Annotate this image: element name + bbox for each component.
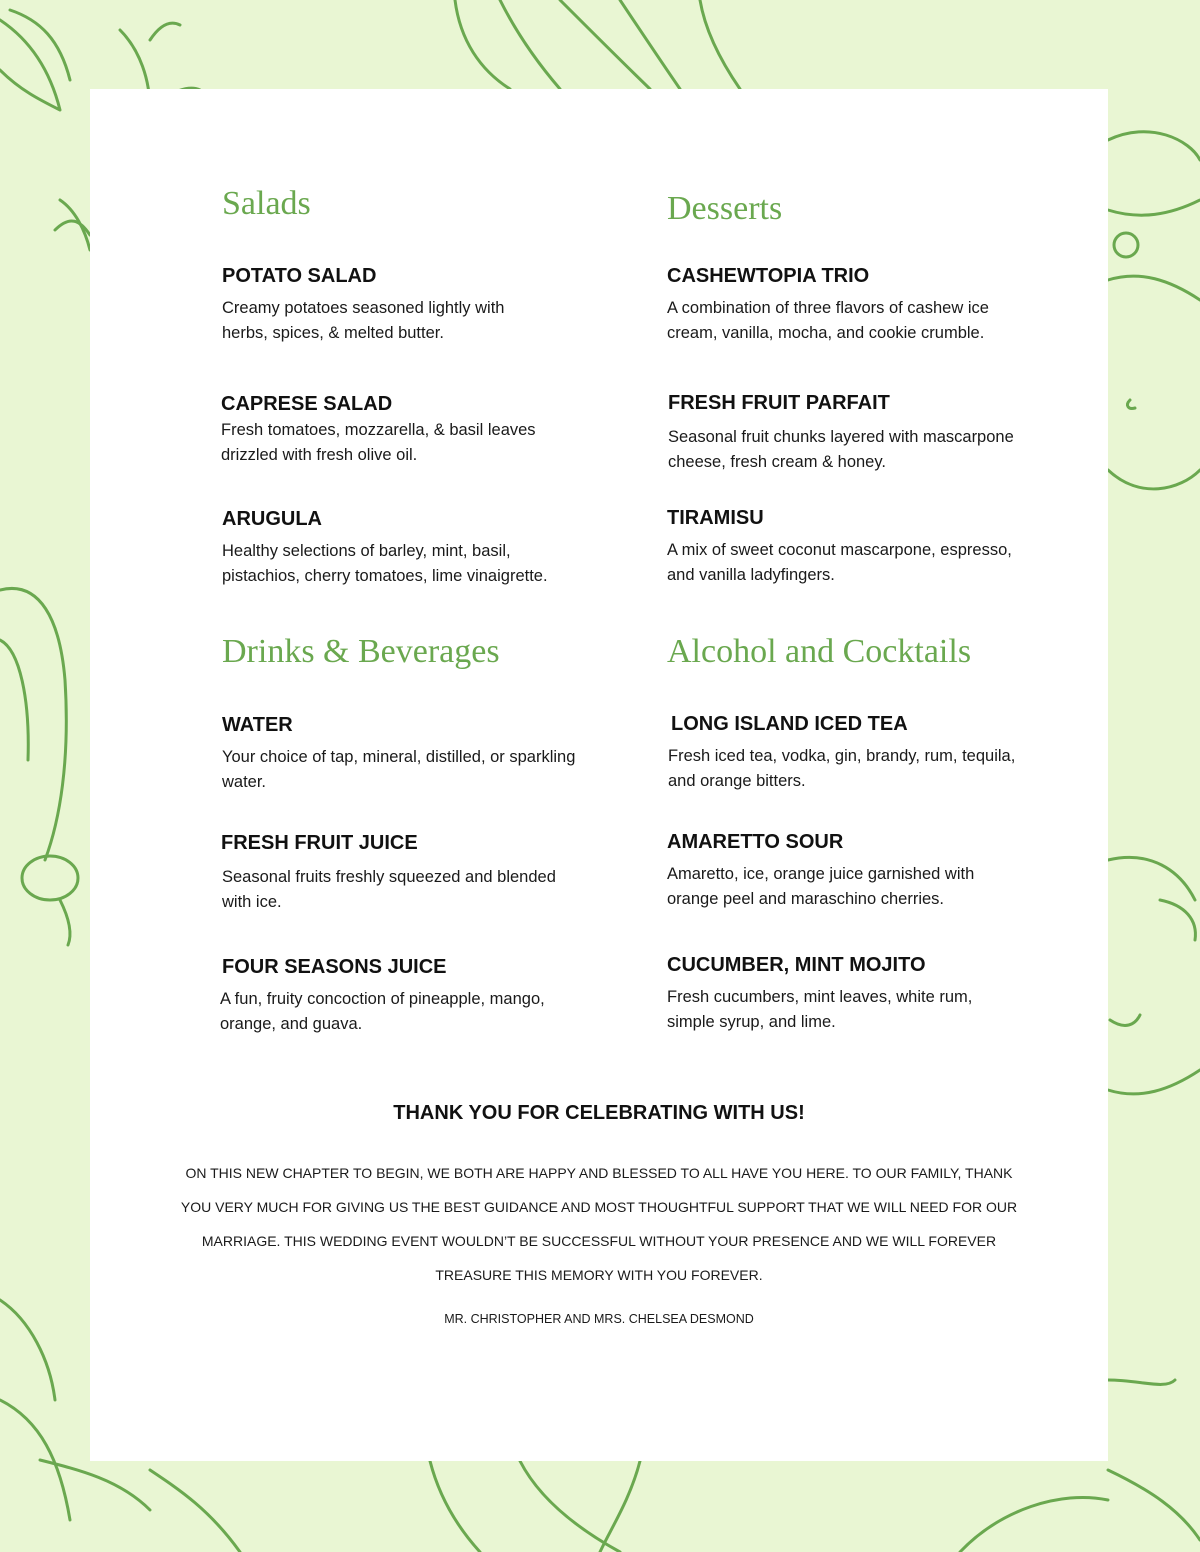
thank-you-title: THANK YOU FOR CELEBRATING WITH US! (393, 1102, 805, 1124)
item-description: Fresh iced tea, vodka, gin, brandy, rum, tequila, and orange bitters. (668, 747, 1016, 790)
item-description: Fresh tomatoes, mozzarella, & basil leaves drizzled with fresh olive oil. (221, 421, 536, 464)
menu-item (221, 392, 621, 468)
menu-item (667, 506, 1067, 588)
item-description: Seasonal fruit chunks layered with mascarpone cheese, fresh cream & honey. (668, 428, 1014, 471)
section-title: Salads (222, 185, 311, 222)
menu-item (668, 391, 1068, 475)
item-name: TIRAMISU (667, 507, 764, 529)
item-description: Amaretto, ice, orange juice garnished with orange peel and maraschino cherries. (667, 865, 975, 908)
item-name: LONG ISLAND ICED TEA (671, 713, 908, 735)
section-cocktails (667, 632, 1067, 1052)
item-name: FOUR SEASONS JUICE (222, 956, 447, 978)
menu-item (667, 830, 1067, 912)
menu-item (222, 507, 622, 589)
item-name: AMARETTO SOUR (667, 831, 844, 853)
menu-item (667, 712, 1067, 794)
item-description: Healthy selections of barley, mint, basil, pistachios, cherry tomatoes, lime vinaigrette. (222, 542, 548, 585)
item-description: A fun, fruity concoction of pineapple, mango, orange, and guava. (220, 990, 545, 1033)
item-name: CUCUMBER, MINT MOJITO (667, 954, 926, 976)
item-description: A combination of three flavors of cashew ice cream, vanilla, mocha, and cookie crumble. (667, 299, 989, 342)
item-description: Fresh cucumbers, mint leaves, white rum, simple syrup, and lime. (667, 988, 973, 1031)
menu-item (667, 264, 1067, 346)
section-title: Drinks & Beverages (222, 633, 500, 670)
thank-you-message: ON THIS NEW CHAPTER TO BEGIN, WE BOTH ARE HAPPY AND BLESSED TO ALL HAVE YOU HERE. TO OUR FAMILY, THANK YOU VERY MUCH FOR GIVING US THE BEST GUIDANCE AND MOST THOUGHTFUL SUPPORT THAT WE WILL NEED FOR OUR MARRIAGE. THIS WEDDING EVENT WOULDN’T BE SUCCESSFUL WITHOUT YOUR PRESENCE AND WE WILL FOREVER TREASURE THIS MEMORY WITH YOU FOREVER. (180, 1165, 1018, 1283)
menu-item (667, 953, 1067, 1035)
menu-card (90, 89, 1108, 1461)
item-description: Seasonal fruits freshly squeezed and blended with ice. (222, 868, 556, 911)
item-name: WATER (222, 714, 293, 736)
item-name: CASHEWTOPIA TRIO (667, 265, 870, 287)
item-name: FRESH FRUIT PARFAIT (668, 392, 890, 414)
section-title: Desserts (667, 190, 783, 227)
menu-item (222, 264, 622, 346)
item-name: CAPRESE SALAD (221, 393, 393, 415)
section-drinks (222, 632, 622, 1052)
section-title: Alcohol and Cocktails (667, 633, 972, 670)
signature: MR. CHRISTOPHER AND MRS. CHELSEA DESMOND (444, 1312, 754, 1326)
item-description: Creamy potatoes seasoned lightly with herbs, spices, & melted butter. (222, 299, 505, 342)
item-description: Your choice of tap, mineral, distilled, or sparkling water. (222, 748, 576, 791)
menu-item (221, 831, 621, 915)
menu-item (222, 955, 622, 1037)
item-description: A mix of sweet coconut mascarpone, espresso, and vanilla ladyfingers. (667, 541, 1012, 584)
thank-you-section (90, 1100, 1108, 1328)
item-name: FRESH FRUIT JUICE (221, 832, 418, 854)
section-desserts (667, 189, 1067, 609)
item-name: POTATO SALAD (222, 265, 377, 287)
section-salads (222, 184, 622, 604)
menu-item (222, 713, 622, 795)
item-name: ARUGULA (222, 508, 322, 530)
